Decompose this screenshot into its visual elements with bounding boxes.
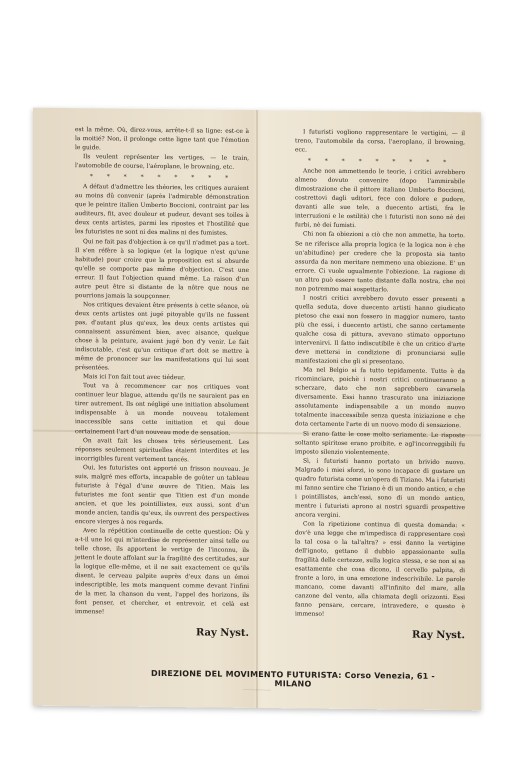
paragraph: On avait fait les choses très sérieusement. Les réponses seulement spirituelles étaient interdites et les incorrigibles furent vertement tancés. xyxy=(75,437,249,463)
french-column xyxy=(75,126,249,638)
paragraph: I nostri critici avrebbero dovuto esser presenti a quella seduta, dove duecento artisti hanno giudicato pietoso che essi non fossero in maggior numero, tanto più che essi, i duecento artisti, che sanno certamente qualche cosa di pittura, avevano stimato opportuno intervenirvi. Il fatto indiscutibile è che un critico d'arte deve mettersi in condizione di pronunciarsi sulle manifestazioni che gli si presentano. xyxy=(295,295,465,366)
manifesto-sheet xyxy=(33,108,481,711)
paragraph: Anche non ammettendo le teorie, i critici avrebbero almeno dovuto convenire (dopo l'ammirabile dimostrazione che il pittore italiano Umberto Boccioni, costrettovi dagli uditori, fece con dolore e pudore, davanti alle sue tele, a duecento artisti, fra le interruzioni e le ostilità) che i futuristi non sono nè dei furbi, nè dei fumisti. xyxy=(295,168,465,230)
signature: Ray Nyst. xyxy=(196,627,249,640)
paragraph: Oui, les futuristes ont apporté un frisson nouveau. Je suis, malgré mes efforts, incapable de goûter un tableau futuriste à l'égal d'une œuvre de Titien. Mais les futuristes me font sentir que Titien est d'un monde ancien, et que les pointillistes, eux aussi, sont d'un monde ancien, tandis qu'eux, ils ouvrent des perspectives encore vierges à nos regards. xyxy=(75,464,249,526)
separator-stars: * * * * * * * * * xyxy=(307,157,453,167)
paragraph: I futuristi vogliono rappresentare le vertigini, — il treno, l'automobile da corsa, l'aeroplano, il browning, ecc. xyxy=(295,129,465,154)
italian-column xyxy=(295,128,465,640)
vertical-fold xyxy=(256,110,258,708)
paragraph: Si erano fatte le cose molto seriamente. Le risposte soltanto spiritose erano proibite, e agl'incorreggibili fu imposto silenzio violentemente. xyxy=(295,430,465,456)
footer-address: DIREZIONE DEL MOVIMENTO FUTURISTA: Corso Venezia, 61 - MILANO xyxy=(151,668,435,689)
printer-mark: ····························· xyxy=(243,687,271,693)
signature: Ray Nyst. xyxy=(412,630,465,642)
paragraph: est la même. Où, direz-vous, arrête-t-il sa ligne: est-ce à la moitié? Non, il prolonge cette ligne tant que l'émotion le guide. xyxy=(75,127,249,152)
paragraph: Con la ripetizione continua di questa domanda: « dov'è una legge che m'impedisca di rappresentare così la tal cosa o la tal'altra? » essi danno la vertigine dell'ignoto, gettano il dubbio appassionante sulla fragilità delle certezze, sulla logica stessa, e se non si sa esattamente che cosa dicono, il cervello palpita, di fronte a loro, in una emozione indescrivibile. Le parole mancano, come davanti all'infinito del mare, alla canzone del vento, alla chiamata degli orizzonti. Essi fanno pensare, cercare, intravedere, e questo è immenso! xyxy=(295,521,465,619)
paragraph: Nos critiques devaient être présents à cette séance, où deux cents artistes ont jugé pitoyable qu'ils ne fussent pas, d'autant plus qu'eux, les deux cents artistes qui connaissent assurément bien, avec aisance, quelque chose à la peinture, avaient jugé bon d'y venir. Le fait indiscutable, c'est qu'un critique d'art doit se mettre à même de prononcer sur les manifestations qui lui sont présentées. xyxy=(75,302,249,372)
paragraph: A défaut d'admettre les théories, les critiques auraient au moins dû convenir (après l'admirable démonstration que le peintre italien Umberto Boccioni, contraint par les auditeurs, fit, avec douleur et pudeur, devant ses toiles à deux cents artistes, parmi les ripostes et l'hostilité que les futuristes ne sont ni des malins ni des fumistes. xyxy=(75,184,249,238)
paragraph: Qui ne fait pas d'objection à ce qu'il n'admet pas a tort. Il s'en réfère à sa logique (et la logique n'est qu'une habitude) pour croire que la proposition est si absurde qu'elle se comporte pas même d'objection. C'est une erreur. Il faut l'objection quand même. La raison d'un autre peut être si distante de la nôtre que nous ne pourrions jamais la soupçonner. xyxy=(75,238,249,300)
paragraph: Avec la répétition continuelle de cette question: Où y a-t-il une loi qui m'interdise de représenter ainsi telle ou telle chose, ils apportent le vertige de l'inconnu, ils jettent le doute affolant sur la fragilité des certitudes, sur la logique elle-même, et il ne sait exactement ce qu'ils disent, le cerveau palpite auprès d'eux dans un émoi indescriptible, les mots manquent comme devant l'infini de la mer, la chanson du vent, l'appel des horizons, ils font penser, et chercher, et entrevoir, et celà est immense! xyxy=(75,528,249,616)
paragraph: Sì, i futuristi hanno portato un brivido nuovo. Malgrado i miei sforzi, io sono incapace di gustare un quadro futurista come un'opera di Tiziano. Ma i futuristi mi fanno sentire che Tiziano è di un mondo antico, e che i pointillistes, anch'essi, sono di un mondo antico, mentre i futuristi aprono ai nostri sguardi prospettive ancora vergini. xyxy=(295,458,465,519)
paragraph: Chi non fa obiezioni a ciò che non ammette, ha torto. Se ne riferisce alla propria logica (e la logica non è che un'abitudine) per credere che la proposta sia tanto assurda da non meritare nemmeno una obiezione. E' un errore. Ci vuole ugualmente l'obiezione. La ragione di un altro può essere tanto distante dalla nostra, che noi non potremmo mai sospettarlo. xyxy=(295,231,465,294)
paragraph: Mais ici l'on fait tout avec tiédeur. xyxy=(83,374,186,382)
paragraph: Ma nel Belgio si fa tutto tepidamente. Tutto è da ricominciare, poichè i nostri critici continueranno a scherzare, dato che non saprebbero cavarsela diversamente. Essi hanno trascurato una iniziazione assolutamente indispensabile a un mondo nuovo totalmente inaccessibile senza questa iniziazione e che dota certamente l'arte di un nuovo modo di sensazione. xyxy=(295,367,465,430)
paragraph: Tout va à recommencer car nos critiques vont continuer leur blague, attendu qu'ils ne sauraient pas en tirer autrement. Ils ont négligé une initiation absolument indispensable à un monde nouveau totalement inaccessible sans cette initiation et qui doue certainement l'art d'un nouveau mode de sensation. xyxy=(75,383,249,437)
paragraph: Ils veulent représenter les vertiges, — le train, l'automobile de course, l'aéroplane, le browning, etc. xyxy=(75,154,249,171)
separator-stars: * * * * * * * * * xyxy=(89,173,235,182)
